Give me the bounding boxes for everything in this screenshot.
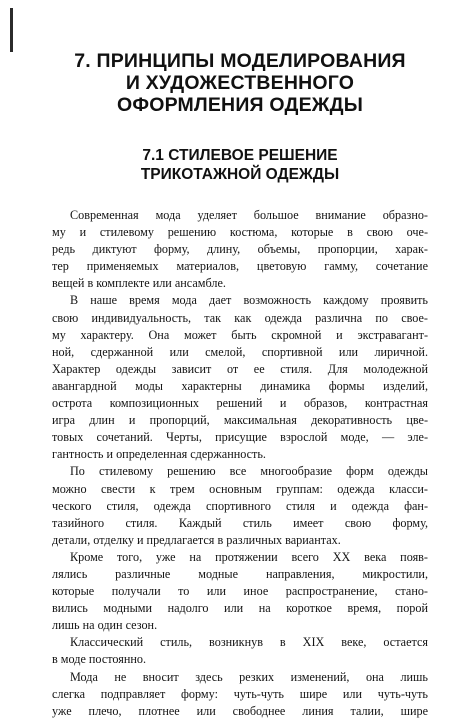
text-line: По стилевому решению все многообразие форм одежды xyxy=(70,464,428,479)
section-title-line: ТРИКОТАЖНОЙ ОДЕЖДЫ xyxy=(140,166,340,183)
chapter-title-line: 7. ПРИНЦИПЫ МОДЕЛИРОВАНИЯ xyxy=(74,50,406,72)
text-line: Характер одежды зависит от ее стиля. Для молодежной xyxy=(52,361,428,376)
text-line: редь диктуют форму, длину, объемы, пропорции, харак- xyxy=(52,242,428,257)
text-line: Классический стиль, возникнув в XIX веке, остается xyxy=(70,635,428,650)
text-line: в моде постоянно. xyxy=(52,652,147,667)
text-line: лишь на один сезон. xyxy=(52,618,158,633)
chapter-title-line: ОФОРМЛЕНИЯ ОДЕЖДЫ xyxy=(116,94,363,116)
text-line: ческого стиля, одежда спортивного стиля и одежда фан- xyxy=(52,498,428,513)
text-line: авангардной моды характерны динамика формы изделий, xyxy=(52,378,428,393)
text-line: Кроме того, уже на протяжении всего XX века появ- xyxy=(70,549,428,564)
paragraph xyxy=(52,669,428,720)
text-line: гантность и определенная сдержанность. xyxy=(52,447,266,462)
text-line: лялись различные модные направления, микростили, xyxy=(52,566,428,581)
paragraph xyxy=(52,463,428,548)
text-line: вились модными надолго или на короткое время, порой xyxy=(52,601,428,616)
page-content xyxy=(52,50,428,720)
chapter-title xyxy=(52,50,428,116)
paragraph xyxy=(52,292,428,463)
text-line: детали, отделку и предлагается в различных вариантах. xyxy=(52,532,341,547)
text-line: В наше время мода дает возможность каждому проявить xyxy=(70,293,428,308)
text-line: уже плечо, плотнее или свободнее линия талии, шире xyxy=(52,703,428,718)
text-line: Мода не вносит здесь резких изменений, она лишь xyxy=(70,669,428,684)
text-line: му и стилевому решению костюма, которые в свою оче- xyxy=(52,225,428,240)
paragraph xyxy=(52,549,428,634)
paragraph xyxy=(52,634,428,668)
text-line: можно свести к трем основным группам: одежда класси- xyxy=(52,481,428,496)
text-line: вещей в комплекте или ансамбле. xyxy=(52,276,226,291)
text-line: которые получали то или иное распространение, стано- xyxy=(52,584,428,599)
text-line: му характеру. Она может быть скромной и экстравагант- xyxy=(52,327,428,342)
section-title-line: 7.1 СТИЛЕВОЕ РЕШЕНИЕ xyxy=(142,147,338,164)
text-line: тер применяемых материалов, цветовую гамму, сочетание xyxy=(52,259,428,274)
text-line: острота композиционных решений и образов, контрастная xyxy=(52,396,428,411)
text-line: слегка подправляет форму: чуть-чуть шире или чуть-чуть xyxy=(52,686,428,701)
body-text xyxy=(52,207,428,720)
paragraph xyxy=(52,207,428,292)
page-spine-mark xyxy=(10,8,13,52)
chapter-title-line: И ХУДОЖЕСТВЕННОГО xyxy=(125,72,355,94)
text-line: свою индивидуальность, так как одежда различна по свое- xyxy=(52,310,428,325)
section-title xyxy=(52,146,428,184)
text-line: тазийного стиля. Каждый стиль имеет свою форму, xyxy=(52,515,428,530)
text-line: товых сочетаний. Черты, присущие взрослой моде, — эле- xyxy=(52,430,428,445)
text-line: ной, сдержанной или смелой, спортивной или лиричной. xyxy=(52,344,428,359)
text-line: Современная мода уделяет большое внимание образно- xyxy=(70,208,428,222)
text-line: игра длин и пропорций, максимальная декоративность цве- xyxy=(52,413,428,428)
